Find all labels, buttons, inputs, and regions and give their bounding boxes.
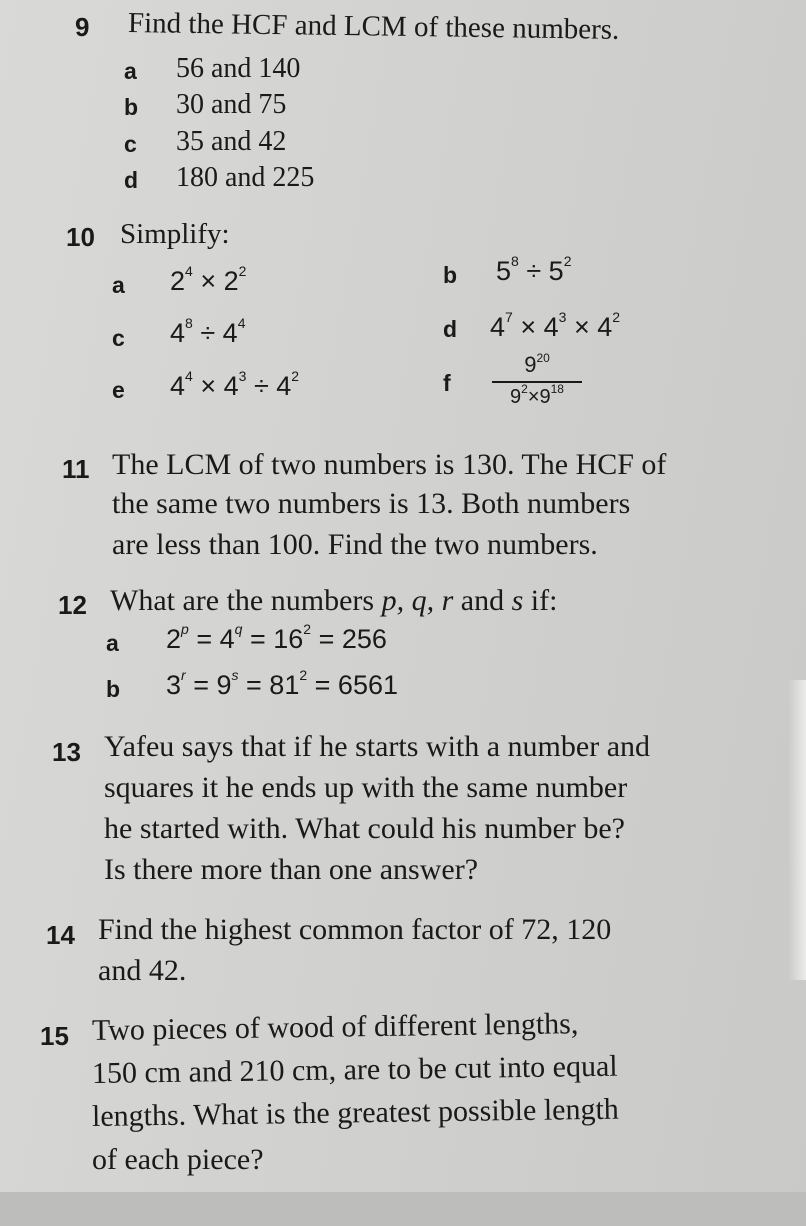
item-letter: c [112, 325, 125, 351]
item-letter: e [112, 377, 125, 403]
item-letter: f [443, 370, 451, 396]
question-line: Yafeu says that if he starts with a number and [104, 730, 651, 763]
item-text: 35 and 42 [176, 126, 287, 157]
question-line: Find the highest common factor of 72, 120 [98, 913, 612, 946]
item-text: 180 and 225 [176, 162, 315, 193]
question-line: Two pieces of wood of different lengths, [91, 1007, 579, 1047]
question-line: The LCM of two numbers is 130. The HCF of [112, 448, 667, 481]
item-text: 56 and 140 [176, 53, 301, 84]
question-text: Find the HCF and LCM of these numbers. [127, 7, 620, 46]
question-line: squares it he ends up with the same number [104, 771, 628, 804]
item-letter: b [106, 676, 121, 702]
question-line: 150 cm and 210 cm, are to be cut into equal [91, 1049, 618, 1090]
item-letter: a [112, 272, 125, 298]
question-number: 14 [46, 920, 75, 950]
item-letter: b [124, 94, 139, 120]
question-number: 12 [58, 590, 87, 620]
question-number: 11 [62, 454, 90, 484]
item-letter: a [124, 58, 137, 84]
question-line: the same two numbers is 13. Both numbers [112, 487, 631, 520]
page-bottom-shadow [0, 1192, 806, 1226]
question-line: and 42. [98, 954, 187, 987]
item-letter: d [443, 316, 458, 342]
fraction-denominator: $9^2\times 9^{18}$ [510, 382, 564, 408]
question-text: What are the numbers p, q, r and s if: [110, 584, 558, 617]
question-line: are less than 100. Find the two numbers. [112, 528, 598, 561]
question-line: of each piece? [92, 1143, 264, 1176]
fraction [492, 352, 582, 409]
question-number: 9 [75, 12, 90, 42]
item-letter: a [106, 630, 119, 656]
item-letter: d [124, 167, 139, 193]
fraction-bar [492, 381, 582, 383]
question-text: Simplify: [120, 218, 230, 250]
question-line: lengths. What is the greatest possible length [91, 1092, 620, 1133]
expression: $2^4 \times 2^2$ [170, 263, 247, 296]
question-number: 10 [66, 222, 95, 252]
expression: $4^7 \times 4^3 \times 4^2$ [490, 309, 621, 342]
question-line: Is there more than one answer? [104, 853, 479, 886]
item-text: 30 and 75 [176, 89, 287, 120]
expression: $4^4 \times 4^3 \div 4^2$ [170, 368, 300, 401]
fraction-numerator: $9^{20}$ [524, 351, 550, 377]
question-line: he started with. What could his number be? [104, 812, 625, 845]
expression: $3^r = 9^s = 81^2 = 6561$ [166, 667, 398, 700]
page-edge-highlight [788, 680, 806, 980]
expression: $4^8 \div 4^4$ [170, 315, 246, 348]
item-letter: c [124, 131, 137, 157]
question-number: 13 [52, 737, 81, 767]
question-number: 15 [40, 1021, 69, 1051]
item-letter: b [443, 262, 458, 288]
expression: $2^p = 4^q = 16^2 = 256$ [166, 621, 387, 654]
expression: $5^8 \div 5^2$ [496, 253, 572, 286]
